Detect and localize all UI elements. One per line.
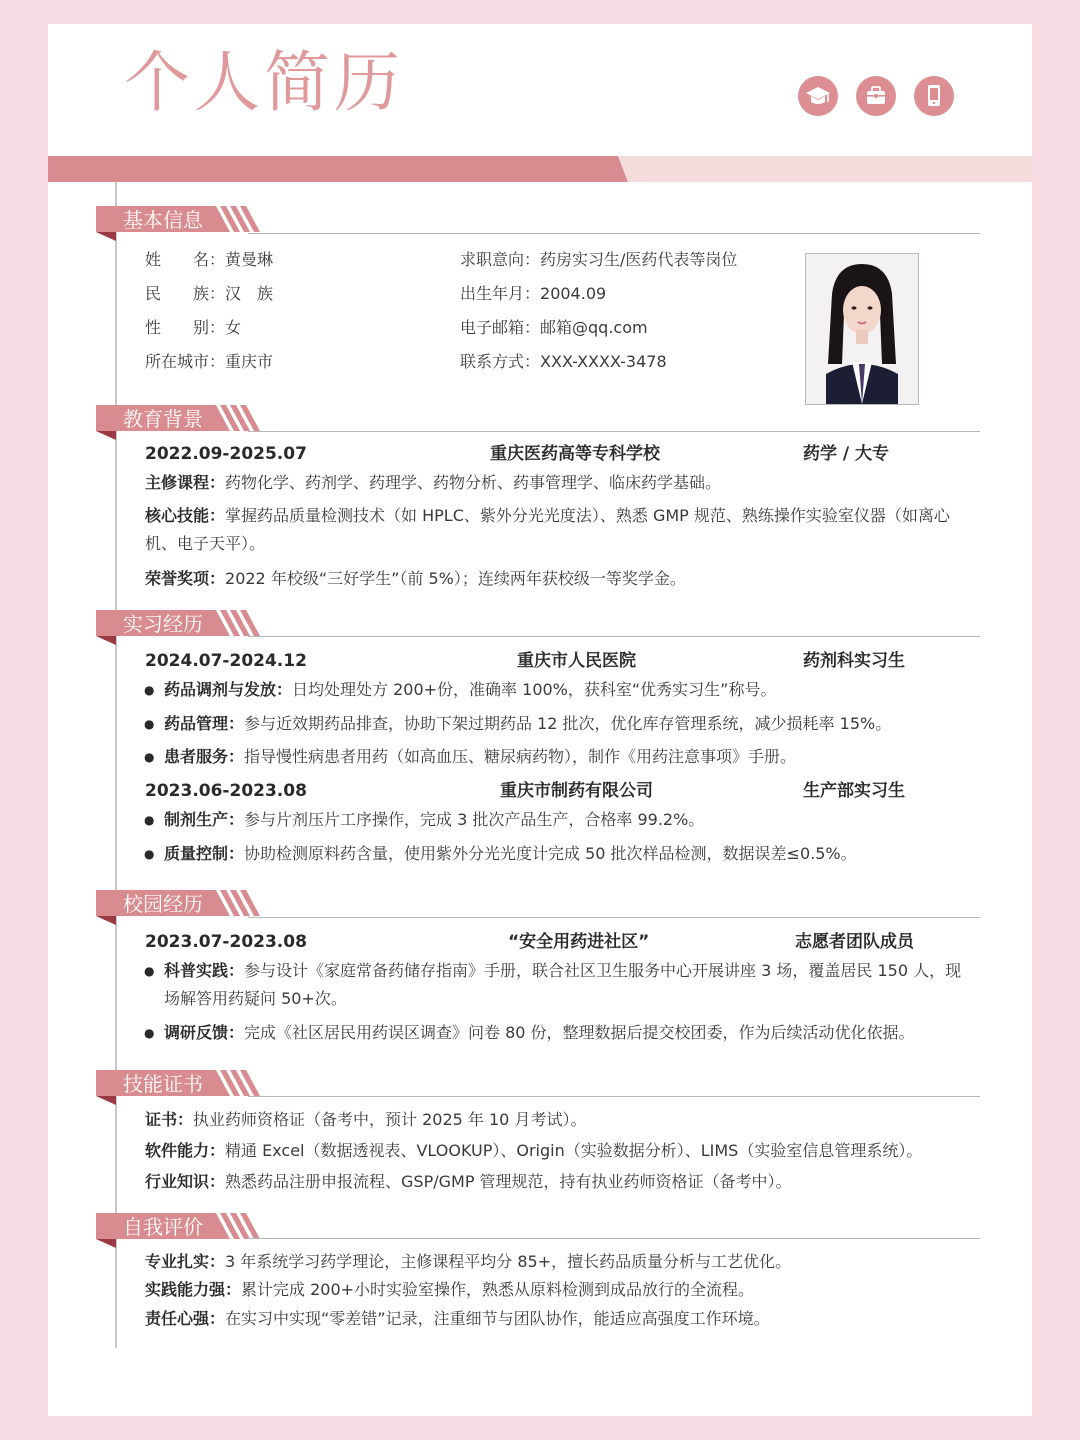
- education-courses: 主修课程：药物化学、药剂学、药理学、药物分析、药事管理学、临床药学基础。: [145, 473, 722, 492]
- section-divider: [248, 636, 980, 637]
- phone-icon: [914, 76, 954, 116]
- education-major: 药学 / 大专: [803, 444, 890, 464]
- education-period: 2022.09-2025.07: [145, 444, 307, 464]
- list-item: ● 科普实践：参与设计《家庭常备药储存指南》手册，联合社区卫生服务中心开展讲座 3 场，覆盖居民 150 人，现场解答用药疑问 50+次。: [164, 957, 964, 1013]
- section-divider: [248, 917, 980, 918]
- self-item: 专业扎实：3 年系统学习药学理论，主修课程平均分 85+，擅长药品质量分析与工艺优化。: [145, 1252, 792, 1271]
- education-honors: 荣誉奖项：2022 年校级“三好学生”（前 5%）；连续两年获校级一等奖学金。: [145, 569, 686, 588]
- section-header-education: [96, 405, 260, 433]
- section-divider: [248, 233, 980, 234]
- list-item: ● 患者服务：指导慢性病患者用药（如高血压、糖尿病药物），制作《用药注意事项》手册。: [164, 746, 796, 768]
- skill-item: 软件能力：精通 Excel（数据透视表、VLOOKUP）、Origin（实验数据分析）、LIMS（实验室信息管理系统）。: [145, 1141, 923, 1160]
- section-title: 自我评价: [123, 1215, 203, 1239]
- section-header-internship: [96, 610, 260, 638]
- section-divider: [248, 431, 980, 432]
- intent-row: 求职意向：药房实习生/医药代表等岗位: [460, 250, 738, 269]
- list-item: ● 制剂生产：参与片剂压片工序操作，完成 3 批次产品生产，合格率 99.2%。: [164, 809, 704, 831]
- skill-item: 行业知识：熟悉药品注册申报流程、GSP/GMP 管理规范，持有执业药师资格证（备考中）。: [145, 1172, 792, 1191]
- briefcase-icon: [856, 76, 896, 116]
- job-role: 生产部实习生: [803, 781, 905, 801]
- profile-photo: [805, 253, 919, 405]
- section-header-self-evaluation: [96, 1213, 260, 1241]
- phone-row: 联系方式：XXX-XXXX-3478: [460, 352, 667, 371]
- ethnicity-row: 民 族：汉 族: [145, 284, 274, 303]
- list-item: ● 质量控制：协助检测原料药含量，使用紫外分光光度计完成 50 批次样品检测，数据误差≤0.5%。: [164, 843, 857, 865]
- job-org: 重庆市制药有限公司: [500, 781, 653, 801]
- gender-row: 性 别：女: [145, 318, 242, 337]
- job-org: 重庆市人民医院: [517, 651, 636, 671]
- campus-org: “安全用药进社区”: [508, 932, 650, 952]
- job-period: 2024.07-2024.12: [145, 651, 307, 671]
- city-row: 所在城市：重庆市: [145, 352, 274, 371]
- gender-value: 女: [225, 318, 242, 337]
- list-item: ● 调研反馈：完成《社区居民用药误区调查》问卷 80 份，整理数据后提交校团委，作为后续活动优化依据。: [164, 1022, 915, 1044]
- name-row: 姓 名：黄曼琳: [145, 250, 274, 269]
- job-period: 2023.06-2023.08: [145, 781, 307, 801]
- skill-item: 证书：执业药师资格证（备考中，预计 2025 年 10 月考试）。: [145, 1110, 587, 1129]
- intent-value: 药房实习生/医药代表等岗位: [540, 250, 738, 269]
- section-title: 校园经历: [123, 892, 203, 916]
- education-school: 重庆医药高等专科学校: [490, 444, 660, 464]
- email-row: 电子邮箱：邮箱@qq.com: [460, 318, 648, 337]
- section-header-basic-info: [96, 206, 260, 234]
- ethnicity-value: 汉 族: [225, 284, 274, 303]
- birth-value: 2004.09: [540, 284, 607, 303]
- header-banner: [48, 156, 1032, 182]
- job-role: 药剂科实习生: [803, 651, 905, 671]
- section-title: 教育背景: [123, 407, 203, 431]
- section-title: 实习经历: [123, 612, 203, 636]
- section-divider: [248, 1238, 980, 1239]
- page-title: 个人简历: [124, 44, 404, 121]
- graduation-cap-icon: [798, 76, 838, 116]
- section-divider: [248, 1096, 980, 1097]
- birth-row: 出生年月：2004.09: [460, 284, 607, 303]
- section-title: 基本信息: [123, 208, 203, 232]
- section-header-skills: [96, 1070, 260, 1098]
- resume-page: [48, 24, 1032, 1416]
- self-item: 责任心强：在实习中实现“零差错”记录，注重细节与团队协作，能适应高强度工作环境。: [145, 1309, 770, 1328]
- section-title: 技能证书: [123, 1072, 203, 1096]
- campus-role: 志愿者团队成员: [795, 932, 914, 952]
- list-item: ● 药品管理：参与近效期药品排查，协助下架过期药品 12 批次，优化库存管理系统，减少损耗率 15%。: [164, 713, 891, 735]
- city-value: 重庆市: [225, 352, 274, 371]
- name-value: 黄曼琳: [225, 250, 274, 269]
- phone-value: XXX-XXXX-3478: [540, 352, 667, 371]
- self-item: 实践能力强：累计完成 200+小时实验室操作，熟悉从原料检测到成品放行的全流程。: [145, 1280, 755, 1299]
- education-skills: 核心技能：掌握药品质量检测技术（如 HPLC、紫外分光光度法）、熟悉 GMP 规范、熟练操作实验室仪器（如离心机、电子天平）。: [145, 506, 950, 553]
- list-item: ● 药品调剂与发放：日均处理处方 200+份，准确率 100%，获科室“优秀实习生”称号。: [164, 679, 776, 701]
- campus-period: 2023.07-2023.08: [145, 932, 307, 952]
- section-header-campus: [96, 890, 260, 918]
- timeline-line: [115, 182, 117, 1348]
- email-value: 邮箱@qq.com: [540, 318, 648, 337]
